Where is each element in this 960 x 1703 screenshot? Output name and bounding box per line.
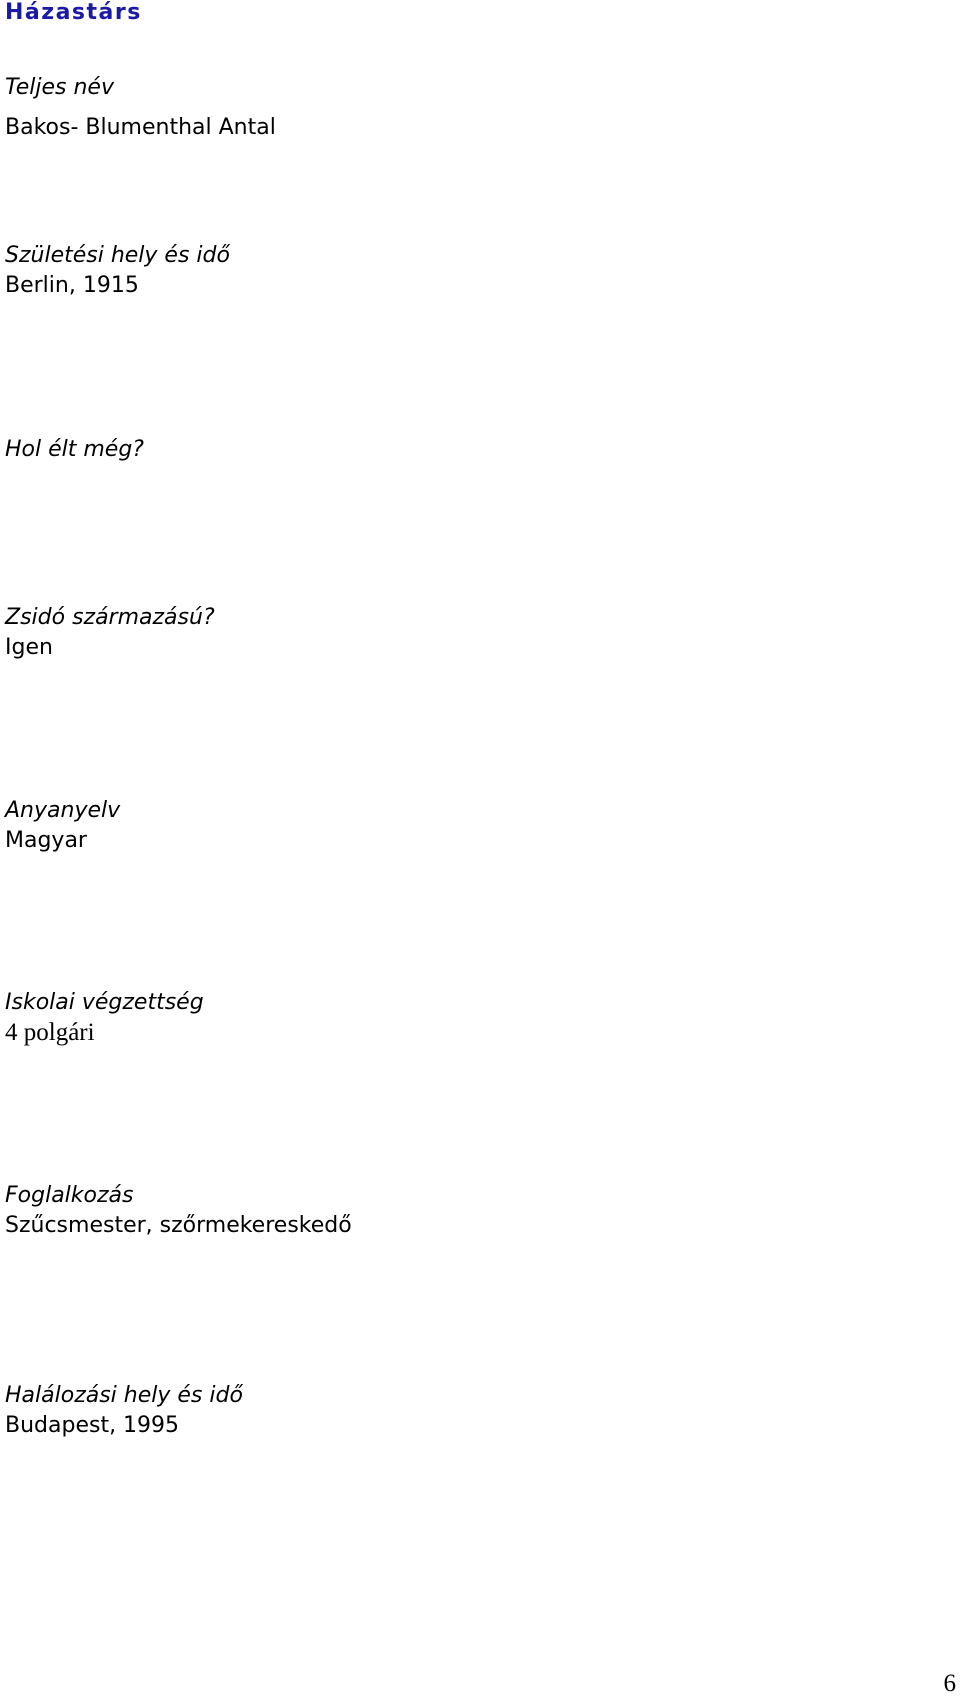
occupation-value: Szűcsmester, szőrmekereskedő: [5, 1213, 352, 1238]
education-label: Iskolai végzettség: [5, 990, 204, 1015]
birth-label: Születési hely és idő: [5, 243, 230, 268]
section-heading: Házastárs: [5, 0, 142, 25]
jewish-origin-value: Igen: [5, 635, 53, 660]
lived-elsewhere-label: Hol élt még?: [5, 437, 144, 462]
jewish-origin-label: Zsidó származású?: [5, 605, 215, 630]
mother-tongue-label: Anyanyelv: [5, 798, 121, 823]
occupation-label: Foglalkozás: [5, 1183, 134, 1208]
full-name-label: Teljes név: [5, 75, 114, 100]
page-number: 6: [943, 1670, 956, 1697]
mother-tongue-value: Magyar: [5, 828, 87, 853]
education-value: 4 polgári: [5, 1019, 95, 1046]
birth-value: Berlin, 1915: [5, 273, 139, 298]
death-value: Budapest, 1995: [5, 1413, 180, 1438]
full-name-value: Bakos- Blumenthal Antal: [5, 115, 276, 140]
death-label: Halálozási hely és idő: [5, 1383, 243, 1408]
